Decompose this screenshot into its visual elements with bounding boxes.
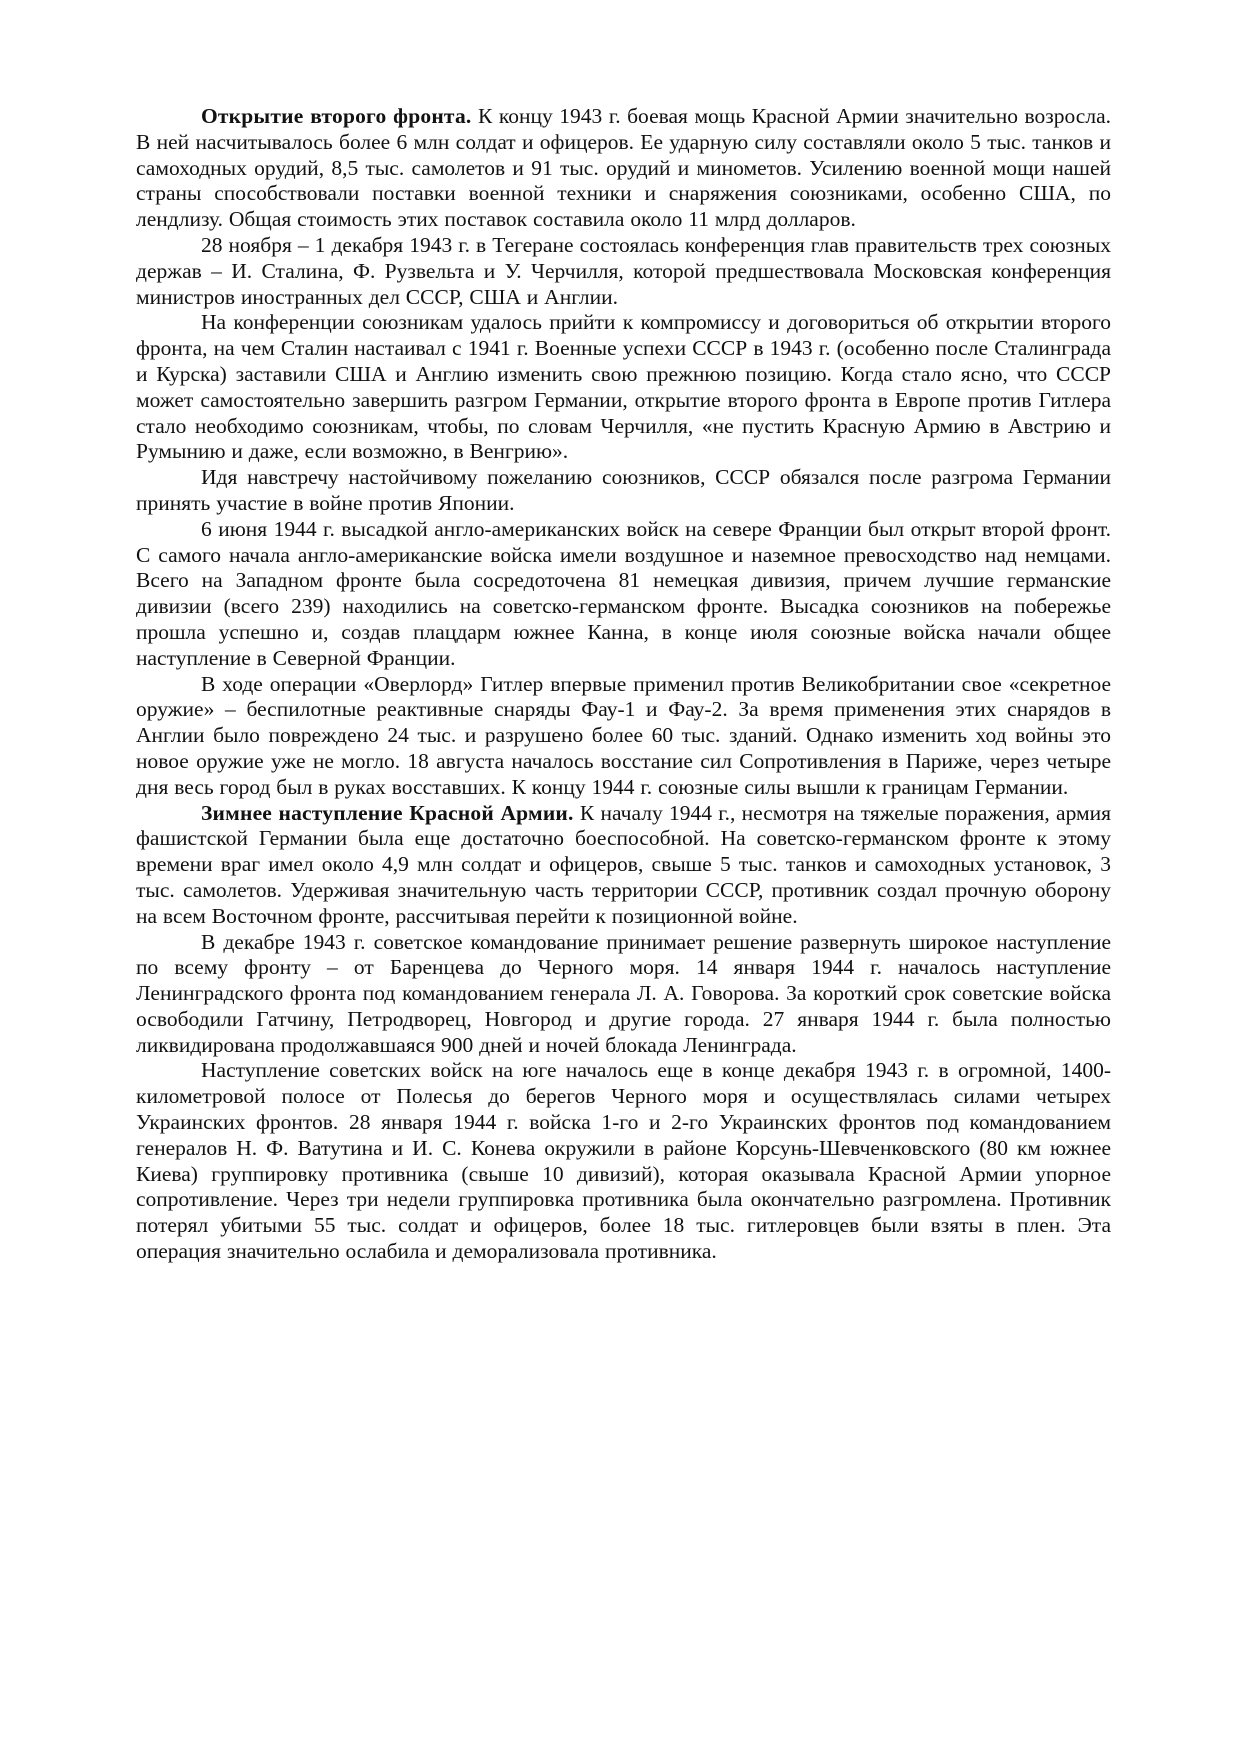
paragraph-text: В ходе операции «Оверлорд» Гитлер впервые применил против Великобритании свое «секретное оружие» – беспилотные реактивные снаряды Фау-1 и Фау-2. За время применения этих снарядов в Англии было повреждено 24 тыс. и разрушено более 60 тыс. зданий. Однако изменить ход войны это новое оружие уже не могло. 18 августа началось восстание сил Сопротивления в Париже, через четыре дня весь город был в руках восставших. К концу 1944 г. союзные силы вышли к границам Германии. bbox=[136, 671, 1111, 799]
paragraph-opening-second-front bbox=[136, 104, 1111, 233]
run-in-heading-winter-offensive: Зимнее наступление Красной Армии. bbox=[201, 800, 574, 825]
paragraph-overlord-v-weapons bbox=[136, 672, 1111, 801]
paragraph-text: 6 июня 1944 г. высадкой англо-американских войск на севере Франции был открыт второй фронт. С самого начала англо-американские войска имели воздушное и наземное превосходство над немцами. Всего на Западном фронте была сосредоточена 81 немецкая дивизия, причем лучшие германские дивизии (всего 239) находились на советско-германском фронте. Высадка союзников на побережье прошла успешно и, создав плацдарм южнее Канна, в конце июля союзные войска начали общее наступление в Северной Франции. bbox=[136, 516, 1111, 670]
paragraph-text: 28 ноября – 1 декабря 1943 г. в Тегеране состоялась конференция глав правительств трех союзных держав – И. Сталина, Ф. Рузвельта и У. Черчилля, которой предшествовала Московская конференция министров иностранных дел СССР, США и Англии. bbox=[136, 232, 1111, 309]
paragraph-korsun-shevchenkovsky bbox=[136, 1058, 1111, 1264]
paragraph-text: На конференции союзникам удалось прийти к компромиссу и договориться об открытии второго фронта, на чем Сталин настаивал с 1941 г. Военные успехи СССР в 1943 г. (особенно после Сталинграда и Курска) заставили США и Англию изменить свою прежнюю позицию. Когда стало ясно, что СССР может самостоятельно завершить разгром Германии, открытие второго фронта в Европе против Гитлера стало необходимо союзникам, чтобы, по словам Черчилля, «не пустить Красную Армию в Австрию и Румынию и даже, если возможно, в Венгрию». bbox=[136, 310, 1111, 464]
paragraph-normandy-landing bbox=[136, 517, 1111, 672]
paragraph-text: К началу 1944 г., несмотря на тяжелые поражения, армия фашистской Германии была еще достаточно боеспособной. На советско-германском фронте к этому времени враг имел около 4,9 млн солдат и офицеров, свыше 5 тыс. танков и самоходных установок, 3 тыс. самолетов. Удерживая значительную часть территории СССР, противник создал прочную оборону на всем Восточном фронте, рассчитывая перейти к позиционной войне. bbox=[136, 800, 1112, 928]
paragraph-ussr-japan-promise bbox=[136, 465, 1111, 517]
paragraph-winter-offensive bbox=[136, 801, 1111, 930]
run-in-heading-opening-second-front: Открытие второго фронта. bbox=[201, 104, 472, 128]
paragraph-leningrad-blockade bbox=[136, 930, 1111, 1059]
paragraph-text: К концу 1943 г. боевая мощь Красной Армии значительно возросла. В ней насчитывалось более 6 млн солдат и офицеров. Ее ударную силу составляли около 5 тыс. танков и самоходных орудий, 8,5 тыс. самолетов и 91 тыс. орудий и минометов. Усилению военной мощи нашей страны способствовали поставки военной техники и снаряжения союзниками, особенно США, по лендлизу. Общая стоимость этих поставок составила около 11 млрд долларов. bbox=[136, 104, 1111, 232]
paragraph-text: В декабре 1943 г. советское командование принимает решение развернуть широкое наступление по всему фронту – от Баренцева до Черного моря. 14 января 1944 г. началось наступление Ленинградского фронта под командованием генерала Л. А. Говорова. За короткий срок советские войска освободили Гатчину, Петродворец, Новгород и другие города. 27 января 1944 г. была полностью ликвидирована продолжавшаяся 900 дней и ночей блокада Ленинграда. bbox=[136, 929, 1111, 1057]
paragraph-text: Идя навстречу настойчивому пожеланию союзников, СССР обязался после разгрома Германии принять участие в войне против Японии. bbox=[136, 465, 1111, 515]
paragraph-text: Наступление советских войск на юге началось еще в конце декабря 1943 г. в огромной, 1400-километровой полосе от Полесья до берегов Черного моря и осуществлялась силами четырех Украинских фронтов. 28 января 1944 г. войска 1-го и 2-го Украинских фронтов под командованием генералов Н. Ф. Ватутина и И. С. Конева окружили в районе Корсунь-Шевченковского (80 км южнее Киева) группировку противника (свыше 10 дивизий), которая оказывала Красной Армии упорное сопротивление. Через три недели группировка противника была окончательно разгромлена. Противник потерял убитыми 55 тыс. солдат и офицеров, более 18 тыс. гитлеровцев были взяты в плен. Эта операция значительно ослабила и деморализовала противника. bbox=[136, 1058, 1111, 1264]
paragraph-conference-compromise bbox=[136, 310, 1111, 465]
paragraph-tehran-conference bbox=[136, 233, 1111, 310]
